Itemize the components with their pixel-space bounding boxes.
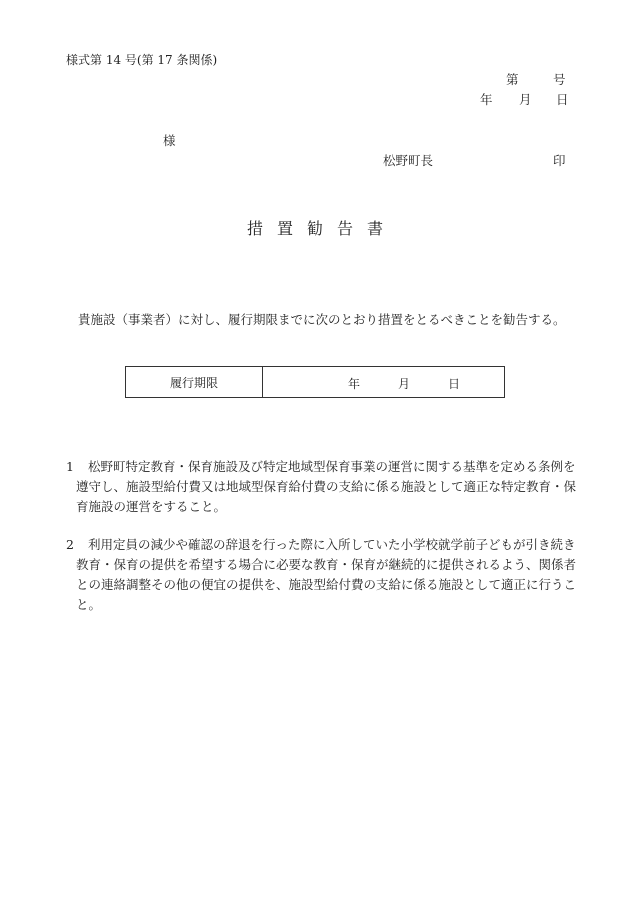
item-line: との連絡調整その他の便宜の提供を、施設型給付費の支給に係る施設として適正に行うこ — [76, 577, 577, 592]
deadline-year-label: 年 — [348, 377, 361, 391]
item-line: 教育・保育の提供を希望する場合に必要な教育・保育が継続的に提供されるよう、関係者 — [76, 557, 577, 572]
item-number: 2 — [66, 537, 74, 552]
recommendation-item — [66, 535, 577, 615]
deadline-day-label: 日 — [448, 377, 461, 391]
item-number: 1 — [66, 459, 74, 474]
item-line: 松野町特定教育・保育施設及び特定地域型保育事業の運営に関する基準を定める条例を — [88, 459, 576, 474]
intro-text: 貴施設（事業者）に対し、履行期限までに次のとおり措置をとるべきことを勧告する。 — [78, 312, 566, 327]
document-number-prefix: 第 — [506, 72, 519, 87]
item-line: と。 — [76, 597, 102, 612]
recommendation-items — [66, 457, 577, 633]
date-day-label: 日 — [556, 92, 569, 107]
item-line: 育施設の運営をすること。 — [76, 499, 227, 514]
deadline-month-label: 月 — [398, 377, 411, 391]
date-month-label: 月 — [519, 92, 532, 107]
document-number-suffix: 号 — [553, 72, 566, 87]
addressee-suffix: 様 — [163, 133, 176, 148]
deadline-row — [126, 367, 505, 398]
deadline-table — [125, 366, 505, 398]
item-line: 遵守し、施設型給付費又は地域型保育給付費の支給に係る施設として適正な特定教育・保 — [76, 479, 577, 494]
seal-mark: 印 — [553, 153, 566, 168]
item-line: 利用定員の減少や確認の辞退を行った際に入所していた小学校就学前子どもが引き続き — [88, 537, 576, 552]
form-number: 様式第 14 号(第 17 条関係) — [66, 53, 218, 67]
issuer-name: 松野町長 — [383, 153, 434, 168]
deadline-value — [263, 367, 505, 398]
recommendation-item — [66, 457, 577, 517]
document-title: 措置勧告書 — [246, 219, 397, 238]
deadline-label: 履行期限 — [126, 367, 263, 398]
date-year-label: 年 — [480, 92, 493, 107]
